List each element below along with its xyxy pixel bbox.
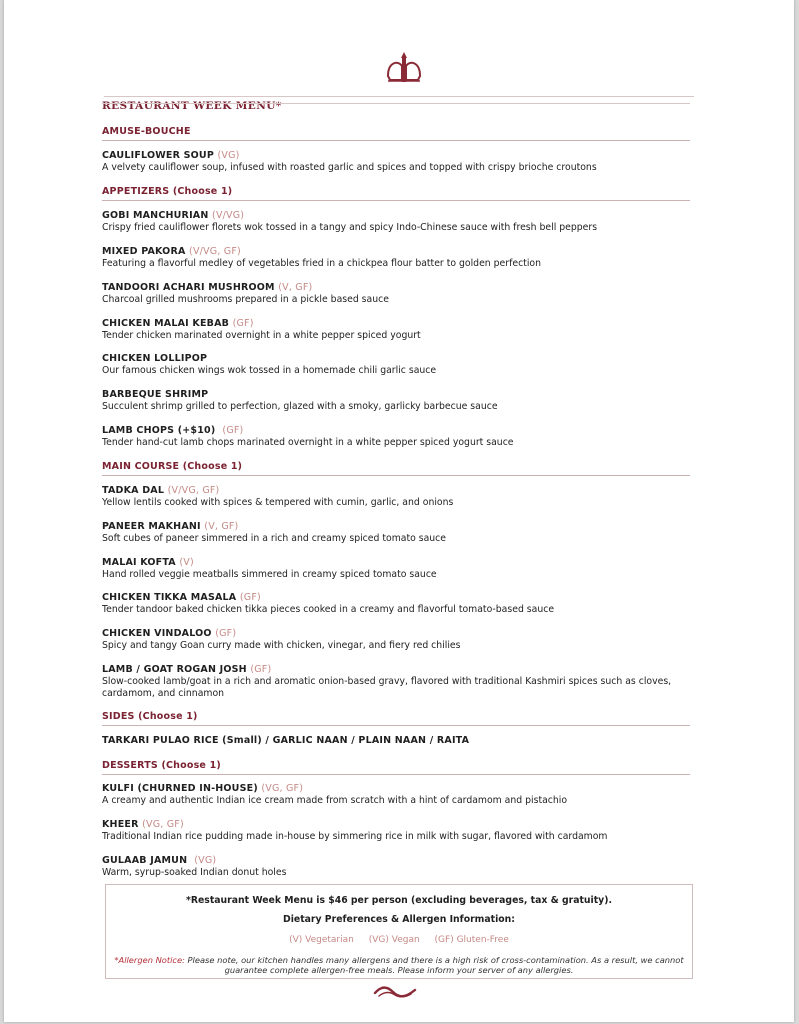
diet-tag: (VG, GF) <box>142 819 184 830</box>
item-description: Spicy and tangy Goan curry made with chicken, vinegar, and fiery red chilies <box>102 640 461 651</box>
menu-item <box>102 210 702 234</box>
menu-item <box>102 318 702 342</box>
legend-vegetarian: (V) Vegetarian <box>289 935 354 945</box>
allergen-notice-text: Please note, our kitchen handles many allergens and there is a high risk of cross-contamination. As a result, we cannot guarantee complete allergen-free meals. Please inform your server of any allergies. <box>184 955 684 975</box>
menu-item <box>102 485 702 509</box>
section-heading-appetizers: APPETIZERS (Choose 1) <box>102 186 690 201</box>
menu-item <box>102 664 702 700</box>
item-description: Yellow lentils cooked with spices & tempered with cumin, garlic, and onions <box>102 497 454 508</box>
menu-item <box>102 389 702 413</box>
item-name: KHEER <box>102 819 139 830</box>
menu-item <box>102 819 702 843</box>
legend-vegan: (VG) Vegan <box>368 935 420 945</box>
item-description: Our famous chicken wings wok tossed in a homemade chili garlic sauce <box>102 365 437 376</box>
menu-item <box>102 425 702 449</box>
sides-options: TARKARI PULAO RICE (Small) / GARLIC NAAN / PLAIN NAAN / RAITA <box>102 735 470 746</box>
item-name: KULFI (CHURNED IN-HOUSE) <box>102 783 258 794</box>
item-name: MALAI KOFTA <box>102 557 176 568</box>
diet-tag: (GF) <box>239 592 261 603</box>
title-divider <box>104 96 694 97</box>
item-description: Traditional Indian rice pudding made in-house by simmering rice in milk with sugar, flavored with cardamom <box>102 831 608 842</box>
item-description: Hand rolled veggie meatballs simmered in creamy spiced tomato sauce <box>102 569 437 580</box>
price-note: *Restaurant Week Menu is $46 per person (excluding beverages, tax & gratuity). <box>185 895 613 906</box>
title-underline <box>102 100 690 104</box>
diet-tag: (V, GF) <box>204 521 239 532</box>
item-description: Succulent shrimp grilled to perfection, glazed with a smoky, garlicky barbecue sauce <box>102 401 498 412</box>
pricing-allergen-box <box>105 884 693 979</box>
menu-item <box>102 592 702 616</box>
diet-tag: (VG, GF) <box>261 783 304 794</box>
item-description: Crispy fried cauliflower florets wok tossed in a tangy and spicy Indo-Chinese sauce with fresh bell peppers <box>102 222 598 233</box>
item-name: CAULIFLOWER SOUP <box>102 150 214 161</box>
section-heading-amuse: AMUSE-BOUCHE <box>102 126 690 141</box>
item-name: LAMB / GOAT ROGAN JOSH <box>102 664 247 675</box>
diet-tag: (V/VG) <box>212 210 245 221</box>
diet-tag: (VG) <box>194 855 217 866</box>
diet-tag: (GF) <box>222 425 244 436</box>
item-name: MIXED PAKORA <box>102 246 186 257</box>
item-name: TANDOORI ACHARI MUSHROOM <box>102 282 275 293</box>
menu-item <box>102 557 702 581</box>
diet-tag: (GF) <box>232 318 254 329</box>
diet-legend <box>106 935 692 945</box>
menu-item <box>102 282 702 306</box>
item-name: CHICKEN TIKKA MASALA <box>102 592 237 603</box>
diet-tag: (V/VG, GF) <box>189 246 241 257</box>
item-name: CHICKEN VINDALOO <box>102 628 212 639</box>
item-name: LAMB CHOPS (+$10) <box>102 425 216 436</box>
menu-item <box>102 855 702 879</box>
allergen-notice <box>114 955 684 975</box>
item-description: Tender chicken marinated overnight in a white pepper spiced yogurt <box>102 330 421 341</box>
legend-gluten-free: (GF) Gluten-Free <box>434 935 509 945</box>
menu-item <box>102 521 702 545</box>
item-description: Featuring a flavorful medley of vegetables fried in a chickpea flour batter to golden perfection <box>102 258 541 269</box>
menu-title: RESTAURANT WEEK MENU* <box>102 100 282 112</box>
item-name: BARBEQUE SHRIMP <box>102 389 209 400</box>
menu-item <box>102 150 702 174</box>
diet-tag: (VG) <box>217 150 240 161</box>
item-name: GULAAB JAMUN <box>102 855 188 866</box>
menu-item <box>102 628 702 652</box>
item-name: PANEER MAKHANI <box>102 521 201 532</box>
diet-tag: (V) <box>179 557 194 568</box>
diet-tag: (GF) <box>215 628 237 639</box>
item-description: Charcoal grilled mushrooms prepared in a pickle based sauce <box>102 294 389 305</box>
item-description: Tender tandoor baked chicken tikka pieces cooked in a creamy and flavorful tomato-based sauce <box>102 604 555 615</box>
item-description: A velvety cauliflower soup, infused with roasted garlic and spices and topped with crispy brioche croutons <box>102 162 597 173</box>
section-heading-sides: SIDES (Choose 1) <box>102 711 690 726</box>
item-name: TADKA DAL <box>102 485 165 496</box>
menu-item <box>102 783 702 807</box>
menu-item <box>102 246 702 270</box>
item-description: Warm, syrup-soaked Indian donut holes <box>102 867 287 878</box>
diet-tag: (V/VG, GF) <box>167 485 220 496</box>
item-description: Soft cubes of paneer simmered in a rich and creamy spiced tomato sauce <box>102 533 447 544</box>
item-name: CHICKEN MALAI KEBAB <box>102 318 230 329</box>
item-description: Tender hand-cut lamb chops marinated overnight in a white pepper spiced yogurt sauce <box>102 437 514 448</box>
restaurant-logo-icon <box>384 50 424 86</box>
item-description: Slow-cooked lamb/goat in a rich and aromatic onion-based gravy, flavored with traditional Kashmiri spices such as cloves, cardamom, and cinnamon <box>102 676 672 699</box>
item-description: A creamy and authentic Indian ice cream made from scratch with a hint of cardamom and pistachio <box>102 795 568 806</box>
menu-item <box>102 353 702 377</box>
item-name: CHICKEN LOLLIPOP <box>102 353 208 364</box>
diet-tag: (V, GF) <box>278 282 313 293</box>
section-heading-desserts: DESSERTS (Choose 1) <box>102 760 690 775</box>
section-heading-main-course: MAIN COURSE (Choose 1) <box>102 461 690 476</box>
decorative-swash-icon <box>373 984 417 1000</box>
dietary-title: Dietary Preferences & Allergen Information: <box>283 914 515 925</box>
diet-tag: (GF) <box>250 664 272 675</box>
allergen-notice-label: *Allergen Notice: <box>114 955 185 965</box>
item-name: GOBI MANCHURIAN <box>102 210 209 221</box>
